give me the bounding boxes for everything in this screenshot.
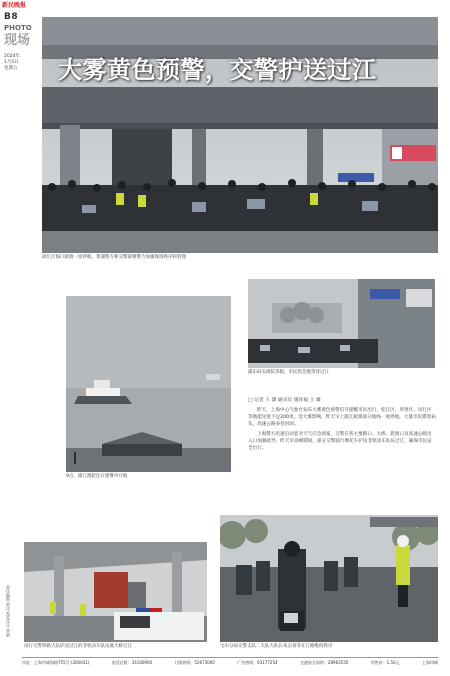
article-paragraph: 昨天，上海中心气象台发布大雾黄色预警信号提醒市民出行，松江区、奉贤区、闵行区等地能见度不足200米。受大雾影响，昨天早上浦江轮渡部分航线一度停航，大量市民滞留码头，高速公路多处封闭。 <box>248 408 436 427</box>
footer-price: 零售价：1.50元 <box>370 660 400 665</box>
page-footer <box>22 657 438 666</box>
bridge-caption: 闵行交警铁路大队护送过江的非机动车队伍驶大桥过江 <box>24 644 132 649</box>
footer-traffic-line: 交通安全网络：28963535 <box>299 660 349 665</box>
article-byline: □ 记者 王 潇 通讯员 施泽福 王 雄 <box>248 398 321 403</box>
footer-switchboard: 电话总机：34160900 <box>111 660 153 665</box>
article <box>248 397 436 455</box>
masthead: 新民晚报 <box>2 2 27 9</box>
footer-printer: 上海印刷 <box>421 660 438 665</box>
date-day: 1月5日 <box>4 60 19 65</box>
date-year: 2024年 <box>4 54 20 59</box>
queue-caption: 浦东码头排队等船，市民焦急地等待过江 <box>248 370 329 375</box>
queue-photo <box>248 279 435 368</box>
footer-subscription: 订阅热线：52673000 <box>174 660 215 665</box>
page-sidebar <box>4 12 30 72</box>
escort-photo <box>220 515 438 642</box>
footer-advertising: 广告热线：63177254 <box>237 660 278 665</box>
bridge-photo <box>24 542 207 642</box>
river-caption: 9点，浦江渡轮还在迷雾中开航 <box>66 474 128 479</box>
date-weekday: 星期五 <box>4 66 18 71</box>
photo-label: PHOTO <box>4 24 32 32</box>
page-number: B8 <box>4 12 19 22</box>
hero-caption: 徐汇区海口轮渡一度停航，黄浦警方和交警部署警力加强现场秩序和管理 <box>42 255 186 260</box>
queue-photo-drawing <box>248 279 435 368</box>
escort-photo-drawing <box>220 515 438 642</box>
article-paragraph: 上海警方迅速启动恶劣天气应急预案，交警在各主要路口、大桥、轮渡口及高速公路出入口加强疏导，昨天早高峰期间，部分交警骑行摩托车护送非机动车队伍过江，确保市民安全出行。 <box>248 432 432 451</box>
section-title: 现场 <box>4 33 31 48</box>
editor-credit: 责任编辑:黄佳 视觉设计:黄娟 <box>6 585 11 637</box>
bridge-photo-drawing <box>24 542 207 642</box>
river-photo-drawing <box>66 296 231 472</box>
headline: 大雾黄色预警，交警护送过江 <box>58 55 377 84</box>
issue-date <box>4 54 30 72</box>
escort-caption: 宝山分局交警支队二大队大队长朱志春等在江路维持秩序 <box>220 644 333 649</box>
footer-address: 社址：上海市威海路755号 (200041) <box>22 660 90 665</box>
river-photo <box>66 296 231 472</box>
